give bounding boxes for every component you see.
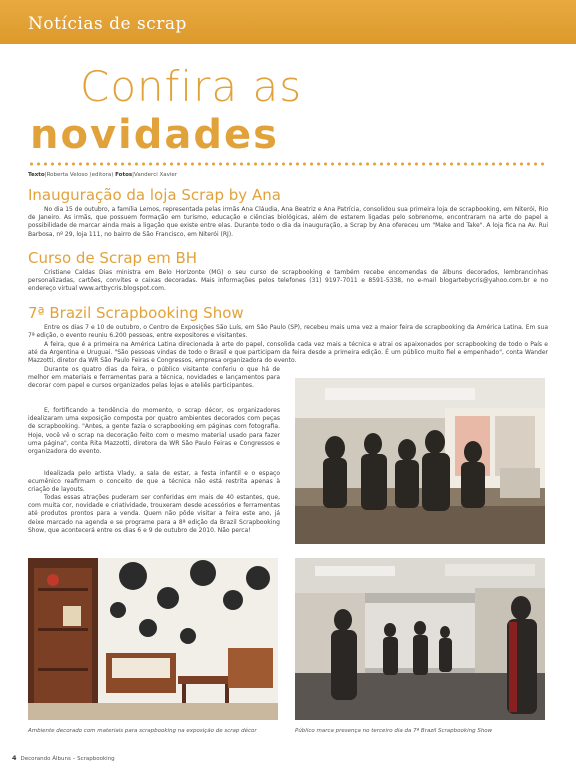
article-body-paragraph: Durante os quatro dias da feira, o público visitante conferiu o que há de melhor em materiais e ferramentas para a técnica, novidades e lançamentos para decorar com papel e cursos organizados pelas lojas e ateliês participantes. [28,366,280,390]
caption-crowd: Público marca presença no terceiro dia da 7ª Brazil Scrapbooking Show [295,728,493,734]
credits: Texto|Roberta Veloso (editora) Fotos|Vanderci Xavier [28,172,178,178]
article-body-paragraph: Todas essas atrações puderam ser conferidas em mais de 40 estantes, que, com muita cor, novidade e criatividade, trouxeram desde acessórios e ferramentas até produtos prontos para a venda. Quem não pôde visitar a feira este ano, já deixe marcado na agenda e se programe para a 8ª edição da Brazil Scrapbooking Show, que acontecerá entre os dias 6 e 9 de outubro de 2010. Não perca! [28,494,280,534]
photo-fair-booth [295,378,545,544]
article-body-paragraph: E, fortificando a tendência do momento, o scrap décor, os organizadores idealizaram uma exposição composta por quatro ambientes decorados com peças de scrapbooking. "Antes, a gente fazia o scrapbooking em páginas com fotografia. Hoje, você vê o scrap na decoração feito com o mesmo material usado para fazer uma página", conta Rita Mazzotti, diretora da WR São Paulo Feiras e Congressos e organizadora do evento. [28,407,280,456]
page-footer [12,754,115,762]
section-banner [0,0,576,44]
section-title: Notícias de scrap [28,14,187,34]
credit-photo-value: Vanderci Xavier [133,172,178,178]
photo-crowd-aisle [295,558,545,720]
article-heading-brazil-show: 7ª Brazil Scrapbooking Show [28,304,244,322]
article-body-scrap-by-ana: No dia 15 de outubro, a família Lemos, representada pelas irmãs Ana Cláudia, Ana Beatriz e Ana Patrícia, consolidou sua primeira loja de scrapbooking, em Niterói, Rio de Janeiro. As irmãs, que possuem formação em turismo, educação e ciências biológicas, além de estarem ligadas pelo sobrenome, encontraram na arte do papel a possibilidade de marcar ainda mais a ligação que existe entre elas. Durante todo o dia da inauguração, a Scrap by Ana ofereceu um "Make and Take". A loja fica na Av. Rui Barbosa, nº 29, loja 111, no bairro de São Francisco, em Niterói (RJ). [28,206,548,238]
photo-decorated-room [28,558,278,720]
page-number: 4 [12,754,17,762]
article-body-paragraph: A feira, que é a primeira na América Latina direcionada à arte do papel, consolida cada vez mais a técnica e atrai os apaixonados por scrapbooking de todo o País e até da Argentina e Uruguai. "São pessoas vindas de todo o Brasil e que participam da feira desde a primeira edição. É um público muito fiel e empenhado", conta Wander Mazzotti, diretor da WR São Paulo Feiras e Congressos, empresa organizadora do evento. [28,341,548,365]
headline-line1: Confira as [80,62,303,111]
credit-text-value: Roberta Veloso (editora) [46,172,114,178]
article-body-paragraph: Idealizada pelo artista Vlady, a sala de estar, a festa infantil e o espaço ecumênico reafirmam o conceito de que a técnica não está restrita apenas à criação de layouts. [28,470,280,494]
dotted-divider [28,162,548,166]
caption-decorated-room: Ambiente decorado com materiais para scrapbooking na exposição de scrap décor [28,728,257,734]
credit-photo-label: Fotos [115,172,133,178]
headline-line2: novidades [30,112,279,158]
credit-text-label: Texto [28,172,45,178]
article-body-curso-bh: Cristiane Caldas Dias ministra em Belo Horizonte (MG) o seu curso de scrapbooking e também recebe encomendas de álbuns decorados, lembrancinhas personalizadas, cartões, convites e caixas decoradas. Mais informações pelos telefones (31) 9197-7011 e 8591-5338, no e-mail blogartebycris@yahoo.com.br e no endereço virtual www.artbycris.blogspot.com. [28,269,548,293]
article-heading-scrap-by-ana: Inauguração da loja Scrap by Ana [28,186,281,204]
magazine-name: Decorando Álbuns – Scrapbooking [20,756,115,762]
article-heading-curso-bh: Curso de Scrap em BH [28,249,198,267]
article-body-paragraph: Entre os dias 7 e 10 de outubro, o Centro de Exposições São Luís, em São Paulo (SP), recebeu mais uma vez a maior feira de scrapbooking da América Latina. Em sua 7ª edição, o evento reuniu 6.200 pessoas, entre expositores e visitantes. [28,324,548,340]
